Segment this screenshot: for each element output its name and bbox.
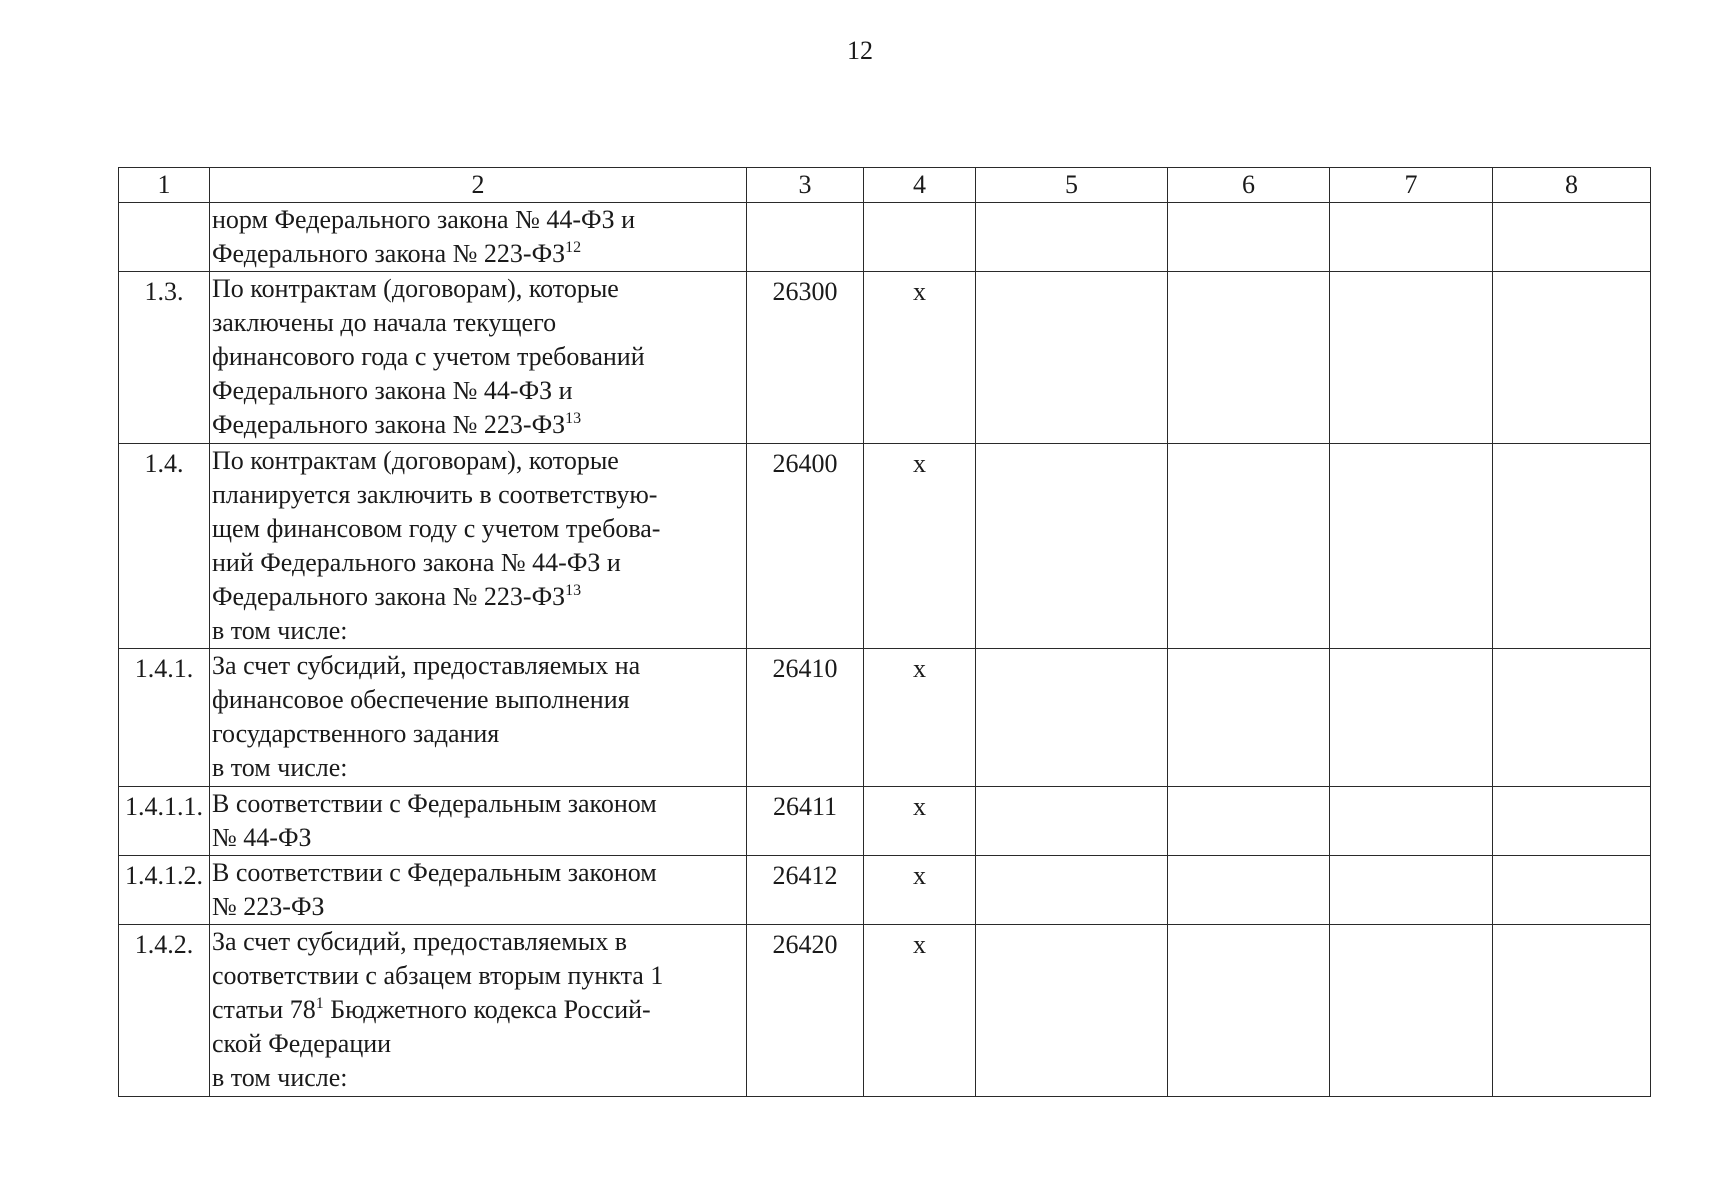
empty-cell xyxy=(1330,856,1493,925)
row-description xyxy=(210,444,747,649)
description-line: По контрактам (договорам), которые xyxy=(212,274,619,303)
row-code: 26410 xyxy=(747,649,864,787)
empty-cell xyxy=(1330,444,1493,649)
empty-cell xyxy=(976,649,1168,787)
description-line xyxy=(212,580,744,614)
empty-cell xyxy=(1168,649,1330,787)
empty-cell xyxy=(1330,272,1493,444)
table-row xyxy=(119,203,1651,272)
table-row xyxy=(119,856,1651,925)
empty-cell xyxy=(976,925,1168,1097)
header-row xyxy=(119,168,1651,203)
description-text: статьи 78 xyxy=(212,995,316,1024)
table-row xyxy=(119,444,1651,649)
row-code: 26411 xyxy=(747,787,864,856)
empty-cell xyxy=(1330,787,1493,856)
row-number xyxy=(119,203,210,272)
description-line: в том числе: xyxy=(212,616,348,645)
description-line: в том числе: xyxy=(212,753,348,782)
row-description xyxy=(210,787,747,856)
description-line: В соответствии с Федеральным законом xyxy=(212,858,657,887)
empty-cell xyxy=(976,856,1168,925)
empty-cell xyxy=(1493,272,1651,444)
description-line: № 223-ФЗ xyxy=(212,892,325,921)
row-code: 26300 xyxy=(747,272,864,444)
article-superscript: 1 xyxy=(315,995,324,1012)
row-description xyxy=(210,925,747,1097)
empty-cell xyxy=(976,272,1168,444)
header-cell: 8 xyxy=(1493,168,1651,203)
empty-cell xyxy=(1168,444,1330,649)
empty-cell xyxy=(1493,925,1651,1097)
row-code xyxy=(747,203,864,272)
description-line xyxy=(212,408,744,442)
row-description xyxy=(210,649,747,787)
empty-cell xyxy=(1168,787,1330,856)
empty-cell xyxy=(1493,203,1651,272)
empty-cell xyxy=(1168,272,1330,444)
row-number: 1.4.1. xyxy=(119,649,210,787)
header-cell: 7 xyxy=(1330,168,1493,203)
row-mark: x xyxy=(864,925,976,1097)
header-cell: 4 xyxy=(864,168,976,203)
footnote-ref: 13 xyxy=(565,410,582,427)
row-description xyxy=(210,203,747,272)
table-row xyxy=(119,649,1651,787)
empty-cell xyxy=(1168,203,1330,272)
description-line: соответствии с абзацем вторым пункта 1 xyxy=(212,961,664,990)
page-number: 12 xyxy=(847,36,873,65)
empty-cell xyxy=(1330,925,1493,1097)
empty-cell xyxy=(1493,856,1651,925)
row-code: 26400 xyxy=(747,444,864,649)
table-row xyxy=(119,787,1651,856)
empty-cell xyxy=(1168,925,1330,1097)
description-line: планируется заключить в соответствую- xyxy=(212,480,658,509)
row-description xyxy=(210,856,747,925)
row-mark: x xyxy=(864,272,976,444)
report-table xyxy=(118,167,1651,1097)
description-line: В соответствии с Федеральным законом xyxy=(212,789,657,818)
header-cell: 3 xyxy=(747,168,864,203)
description-line: По контрактам (договорам), которые xyxy=(212,446,619,475)
description-line: Федерального закона № 44-ФЗ и xyxy=(212,376,573,405)
row-mark: x xyxy=(864,649,976,787)
row-mark: x xyxy=(864,787,976,856)
table-row xyxy=(119,272,1651,444)
empty-cell xyxy=(1330,649,1493,787)
description-line: финансовое обеспечение выполнения xyxy=(212,685,630,714)
description-line: За счет субсидий, предоставляемых в xyxy=(212,927,628,956)
row-number: 1.4.2. xyxy=(119,925,210,1097)
empty-cell xyxy=(1493,649,1651,787)
empty-cell xyxy=(1493,787,1651,856)
description-text: Федерального закона № 223-ФЗ xyxy=(212,410,566,439)
footnote-ref: 12 xyxy=(565,239,582,256)
row-code: 26412 xyxy=(747,856,864,925)
header-cell: 1 xyxy=(119,168,210,203)
row-mark: x xyxy=(864,856,976,925)
row-number: 1.4.1.2. xyxy=(119,856,210,925)
row-number: 1.4. xyxy=(119,444,210,649)
description-line: За счет субсидий, предоставляемых на xyxy=(212,651,641,680)
description-line: норм Федерального закона № 44-ФЗ и xyxy=(212,205,636,234)
description-text: Бюджетного кодекса Россий- xyxy=(323,995,651,1024)
row-number: 1.4.1.1. xyxy=(119,787,210,856)
empty-cell xyxy=(1168,856,1330,925)
description-text: Федерального закона № 223-ФЗ xyxy=(212,239,566,268)
description-line: заключены до начала текущего xyxy=(212,308,557,337)
row-number: 1.3. xyxy=(119,272,210,444)
row-code: 26420 xyxy=(747,925,864,1097)
header-cell: 5 xyxy=(976,168,1168,203)
description-line xyxy=(212,993,744,1027)
description-line: щем финансовом году с учетом требова- xyxy=(212,514,661,543)
row-description xyxy=(210,272,747,444)
row-mark xyxy=(864,203,976,272)
description-line: финансового года с учетом требований xyxy=(212,342,645,371)
empty-cell xyxy=(1330,203,1493,272)
header-cell: 2 xyxy=(210,168,747,203)
description-line: государственного задания xyxy=(212,719,500,748)
description-line: ний Федерального закона № 44-ФЗ и xyxy=(212,548,621,577)
description-line: № 44-ФЗ xyxy=(212,823,312,852)
empty-cell xyxy=(976,203,1168,272)
table-row xyxy=(119,925,1651,1097)
description-line: в том числе: xyxy=(212,1063,348,1092)
description-line: ской Федерации xyxy=(212,1029,392,1058)
description-text: Федерального закона № 223-ФЗ xyxy=(212,582,566,611)
footnote-ref: 13 xyxy=(565,582,582,599)
description-line xyxy=(212,237,744,271)
header-cell: 6 xyxy=(1168,168,1330,203)
empty-cell xyxy=(976,444,1168,649)
empty-cell xyxy=(1493,444,1651,649)
empty-cell xyxy=(976,787,1168,856)
row-mark: x xyxy=(864,444,976,649)
